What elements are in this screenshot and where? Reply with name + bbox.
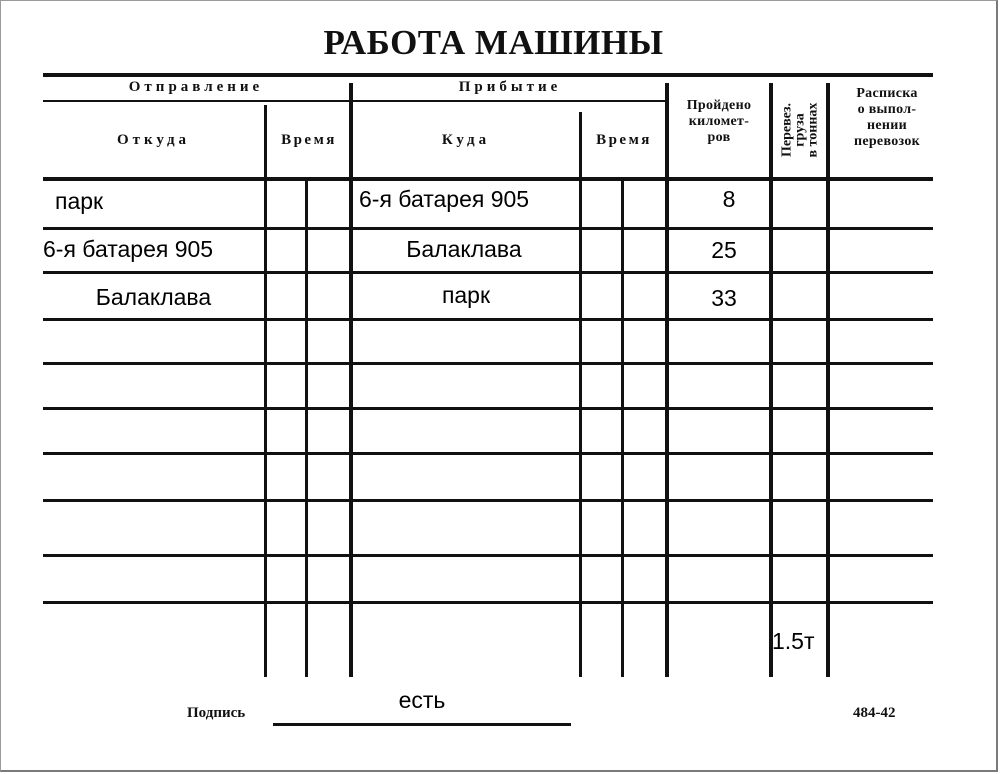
row-1-from: парк — [55, 188, 104, 214]
header-bottom-rule — [43, 177, 933, 181]
divider-km — [665, 83, 669, 677]
form-code: 484-42 — [853, 705, 896, 721]
header-km-traveled: Пройдено километ- ров — [686, 98, 752, 145]
departure-group-rule — [43, 100, 349, 102]
row-2-from: 6-я батарея 905 — [43, 236, 214, 262]
arrival-group-rule — [353, 100, 667, 102]
header-to: Куда — [441, 132, 491, 148]
row-rule-8 — [43, 554, 933, 557]
signature-value: есть — [398, 687, 446, 713]
header-from-time: Время — [281, 132, 337, 148]
header-arrival: Прибытие — [458, 79, 562, 95]
row-rule-4 — [43, 362, 933, 365]
divider-from-time — [264, 105, 267, 677]
row-rule-5 — [43, 407, 933, 410]
row-3-from: Балаклава — [95, 284, 212, 310]
header-departure: Отправление — [128, 79, 264, 95]
top-rule — [43, 73, 933, 77]
divider-departure-arrival — [349, 83, 353, 677]
divider-from-time-inner — [305, 177, 308, 677]
cargo-total: 1.5т — [772, 628, 815, 654]
divider-to-time — [579, 112, 582, 677]
row-rule-1 — [43, 227, 933, 230]
signature-label: Подпись — [187, 705, 246, 721]
row-rule-9 — [43, 601, 933, 604]
form-title: РАБОТА МАШИНЫ — [323, 23, 664, 62]
signature-line — [273, 723, 571, 726]
header-to-time: Время — [596, 132, 652, 148]
row-3-km: 33 — [711, 285, 737, 311]
row-rule-2 — [43, 271, 933, 274]
row-2-to: Балаклава — [406, 236, 522, 262]
row-rule-6 — [43, 452, 933, 455]
row-2-km: 25 — [711, 237, 737, 263]
row-3-to: парк — [441, 282, 491, 308]
divider-to-time-inner — [621, 177, 624, 677]
header-receipt: Расписка о выпол- нении перевозок — [853, 86, 921, 149]
row-rule-7 — [43, 499, 933, 502]
row-1-to: 6-я батарея 905 — [359, 186, 530, 212]
header-cargo: Перевез. груза в тоннах — [779, 102, 821, 158]
row-rule-3 — [43, 318, 933, 321]
header-from: Откуда — [116, 132, 191, 148]
row-1-km: 8 — [722, 186, 736, 212]
